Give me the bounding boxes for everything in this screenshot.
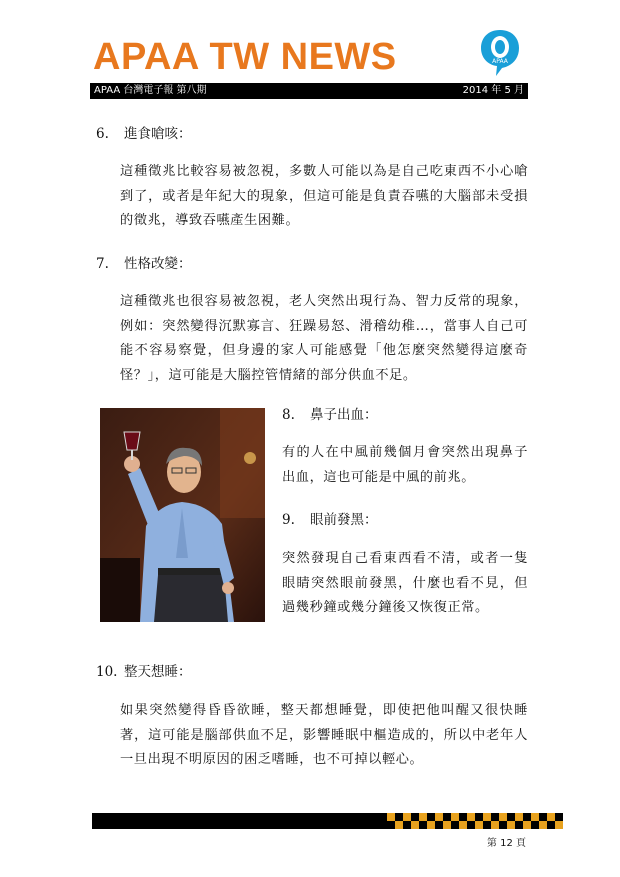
section-body: 這種徵兆也很容易被忽視，老人突然出現行為、智力反常的現象，例如：突然變得沉默寡言、狂躁易怒、滑稽幼稚…，當事人自己可能不容易察覺，但身邊的家人可能感覺「他怎麼突然變得這麼奇怪？」，這可能是大腦控管情緒的部分供血不足。 xyxy=(120,294,528,383)
section-heading xyxy=(96,662,192,682)
section-body: 有的人在中風前幾個月會突然出現鼻子出血，這也可能是中風的前兆。 xyxy=(282,445,528,485)
section-title: 鼻子出血： xyxy=(310,407,378,423)
section-body: 這種徵兆比較容易被忽視，多數人可能以為是自己吃東西不小心嗆到了，或者是年紀大的現象，但這可能是負責吞嚥的大腦部未受損的徵兆，導致吞嚥產生困難。 xyxy=(120,164,528,228)
section-title: 性格改變： xyxy=(124,256,192,272)
section-heading xyxy=(282,510,378,530)
section-title: 眼前發黑： xyxy=(310,512,378,528)
section-body: 突然發現自己看東西看不清，或者一隻眼睛突然眼前發黑，什麼也看不見，但過幾秒鐘或幾分鐘後又恢復正常。 xyxy=(282,551,528,615)
header-bar xyxy=(90,83,528,99)
section-number: 7. xyxy=(96,256,109,272)
section-number: 10. xyxy=(96,664,118,680)
section-number: 8. xyxy=(282,407,295,423)
masthead-title: APAA TW NEWS xyxy=(93,36,397,78)
issue-date: 2014 年 5 月 xyxy=(462,85,524,96)
page-number: 第 12 頁 xyxy=(486,838,526,849)
logo-text: APAA xyxy=(492,58,508,65)
section-heading xyxy=(282,405,378,425)
toast-photo xyxy=(100,408,265,622)
section-title: 整天想睡： xyxy=(124,664,192,680)
issue-label: APAA 台灣電子報 第八期 xyxy=(94,85,207,96)
section-number: 6. xyxy=(96,126,109,142)
checker-pattern xyxy=(387,813,563,829)
section-title: 進食嗆咳： xyxy=(124,126,192,142)
section-body: 如果突然變得昏昏欲睡，整天都想睡覺，即使把他叫醒又很快睡著，這可能是腦部供血不足，影響睡眠中樞造成的，所以中老年人一旦出現不明原因的困乏嗜睡，也不可掉以輕心。 xyxy=(120,703,528,767)
section-heading xyxy=(96,254,192,274)
footer-bar xyxy=(92,813,387,829)
section-number: 9. xyxy=(282,512,295,528)
section-heading xyxy=(96,124,192,144)
apaa-logo-icon xyxy=(478,28,522,78)
